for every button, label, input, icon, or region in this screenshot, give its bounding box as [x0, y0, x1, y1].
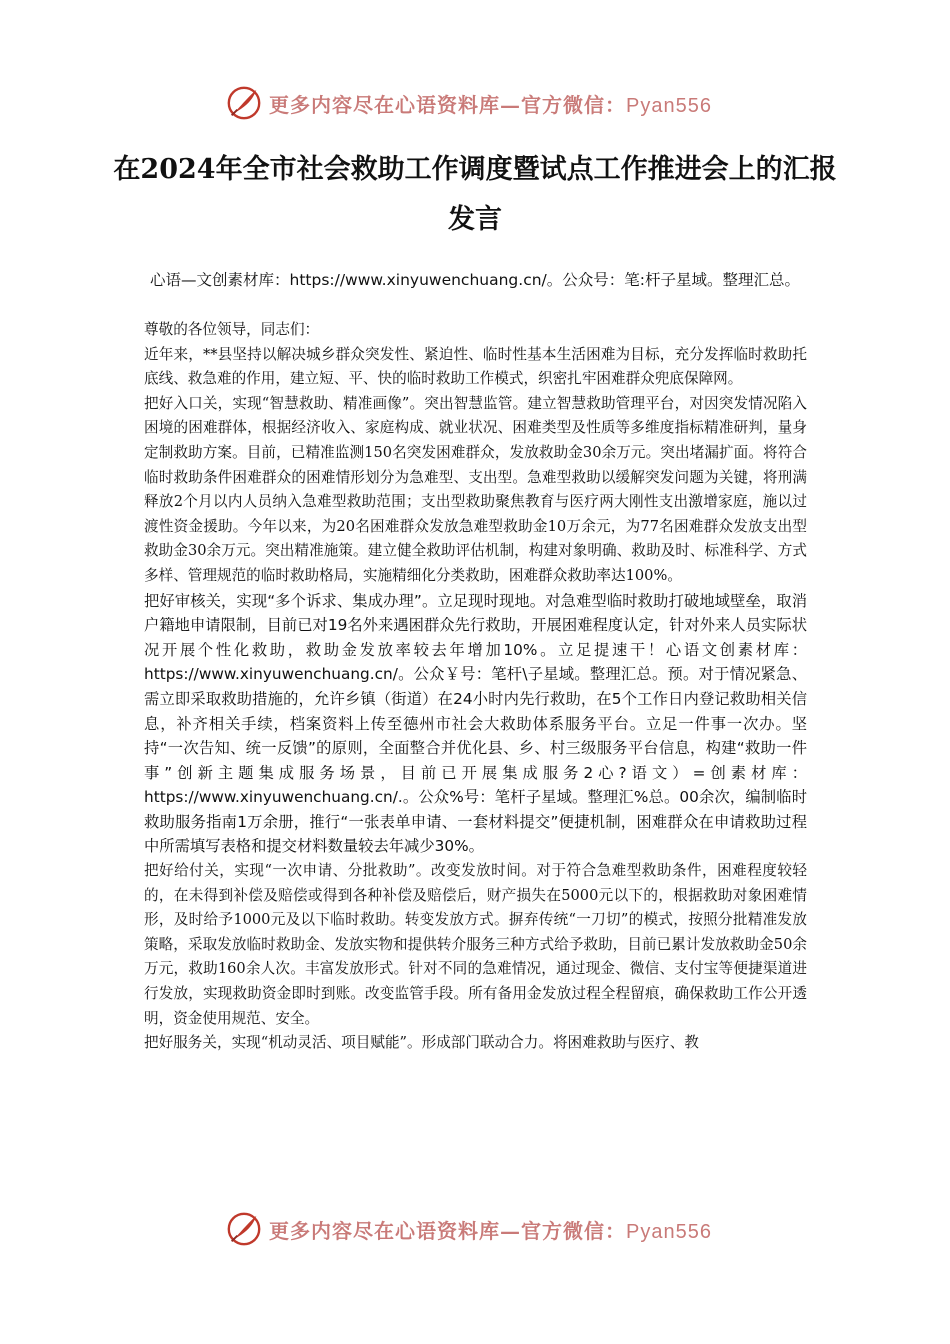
quill-logo-icon — [225, 1210, 263, 1248]
banner-text: 更多内容尽在心语资料库—官方微信： — [269, 1218, 626, 1243]
document-body — [144, 318, 807, 1056]
header-banner — [225, 83, 725, 123]
paragraph-payment: 把好给付关，实现“一次申请、分批救助”。改变发放时间。对于符合急难型救助条件，困难程度较轻的，在未得到补偿及赔偿或得到各种补偿及赔偿后，财产损失在5000元以下的，根据救助对象困难情形，及时给予1000元及以下临时救助。转变发放方式。摒弃传统“一刀切”的模式，按照分批精准发放策略，采取发放临时救助金、发放实物和提供转介服务三种方式给予救助，目前已累计发放救助金50余万元，救助160余人次。丰富发放形式。针对不同的急难情况，通过现金、微信、支付宝等便捷渠道进行发放，实现救助资金即时到账。改变监管手段。所有备用金发放过程全程留痕，确保救助工作公开透明，资金使用规范、安全。 — [144, 862, 807, 1027]
banner-text: 更多内容尽在心语资料库—官方微信： — [269, 92, 626, 117]
salutation: 尊敬的各位领导，同志们： — [144, 321, 320, 338]
banner-wechat-id: Pyan556 — [626, 94, 712, 117]
document-title: 在2024年全市社会救助工作调度暨试点工作推进会上的汇报发言 — [113, 154, 837, 235]
paragraph-intro: 近年来，**县坚持以解决城乡群众突发性、紧迫性、临时性基本生活困难为目标，充分发挥临时救助托底线、救急难的作用，建立短、平、快的临时救助工作模式，织密扎牢困难群众兜底保障网。 — [144, 345, 807, 388]
footer-banner — [225, 1209, 725, 1249]
paragraph-review: 把好审核关，实现“多个诉求、集成办理”。立足现时现地。对急难型临时救助打破地域壁垒，取消户籍地申请限制，目前已对19名外来遇困群众先行救助，开展困难程度认定，针对外来人员实际状况开展个性化救助，救助金发放率较去年增加10%。立足提速干！心语文创素材库：https://www.xinyuwenchuang.cn/。公众￥号：笔杆\子星域。整理汇总。预。对于情况紧急、需立即采取救助措施的，允许乡镇（街道）在24小时内先行救助，在5个工作日内登记救助相关信息，补齐相关手续，档案资料上传至德州市社会大救助体系服务平台。立足一件事一次办。坚持“一次告知、统一反馈”的原则，全面整合并优化县、乡、村三级服务平台信息，构建“救助一件事”创新主题集成服务场景，目前已开展集成服务2心?语文）=创素材库：https://www.xinyuwenchuang.cn/.。公众%号：笔杆子星域。整理汇%总。00余次，编制临时救助服务指南1万余册，推行“一张表单申请、一套材料提交”便捷机制，困难群众在申请救助过程中所需填写表格和提交材料数量较去年减少30%。 — [144, 591, 807, 856]
quill-logo-icon — [225, 84, 263, 122]
source-line: 心语—文创素材库：https://www.xinyuwenchuang.cn/。公众号：笔:杆子星域。整理汇总。 — [150, 271, 800, 289]
paragraph-service: 把好服务关，实现“机动灵活、项目赋能”。形成部门联动合力。将困难救助与医疗、教 — [144, 1034, 699, 1052]
paragraph-entry: 把好入口关，实现“智慧救助、精准画像”。突出智慧监管。建立智慧救助管理平台，对因突发情况陷入困境的困难群体，根据经济收入、家庭构成、就业状况、困难类型及性质等多维度指标精准研判，量身定制救助方案。目前，已精准监测150名突发困难群众，发放救助金30余万元。突出堵漏扩面。将符合临时救助条件困难群众的困难情形划分为急难型、支出型。急难型救助以缓解突发问题为关键，将刑满释放2个月以内人员纳入急难型救助范围；支出型救助聚焦教育与医疗两大刚性支出激增家庭，施以过渡性资金援助。今年以来，为20名困难群众发放急难型救助金10万余元，为77名困难群众发放支出型救助金30余万元。突出精准施策。建立健全救助评估机制，构建对象明确、救助及时、标准科学、方式多样、管理规范的临时救助格局，实施精细化分类救助，困难群众救助率达100%。 — [144, 394, 807, 584]
banner-wechat-id: Pyan556 — [626, 1220, 712, 1243]
